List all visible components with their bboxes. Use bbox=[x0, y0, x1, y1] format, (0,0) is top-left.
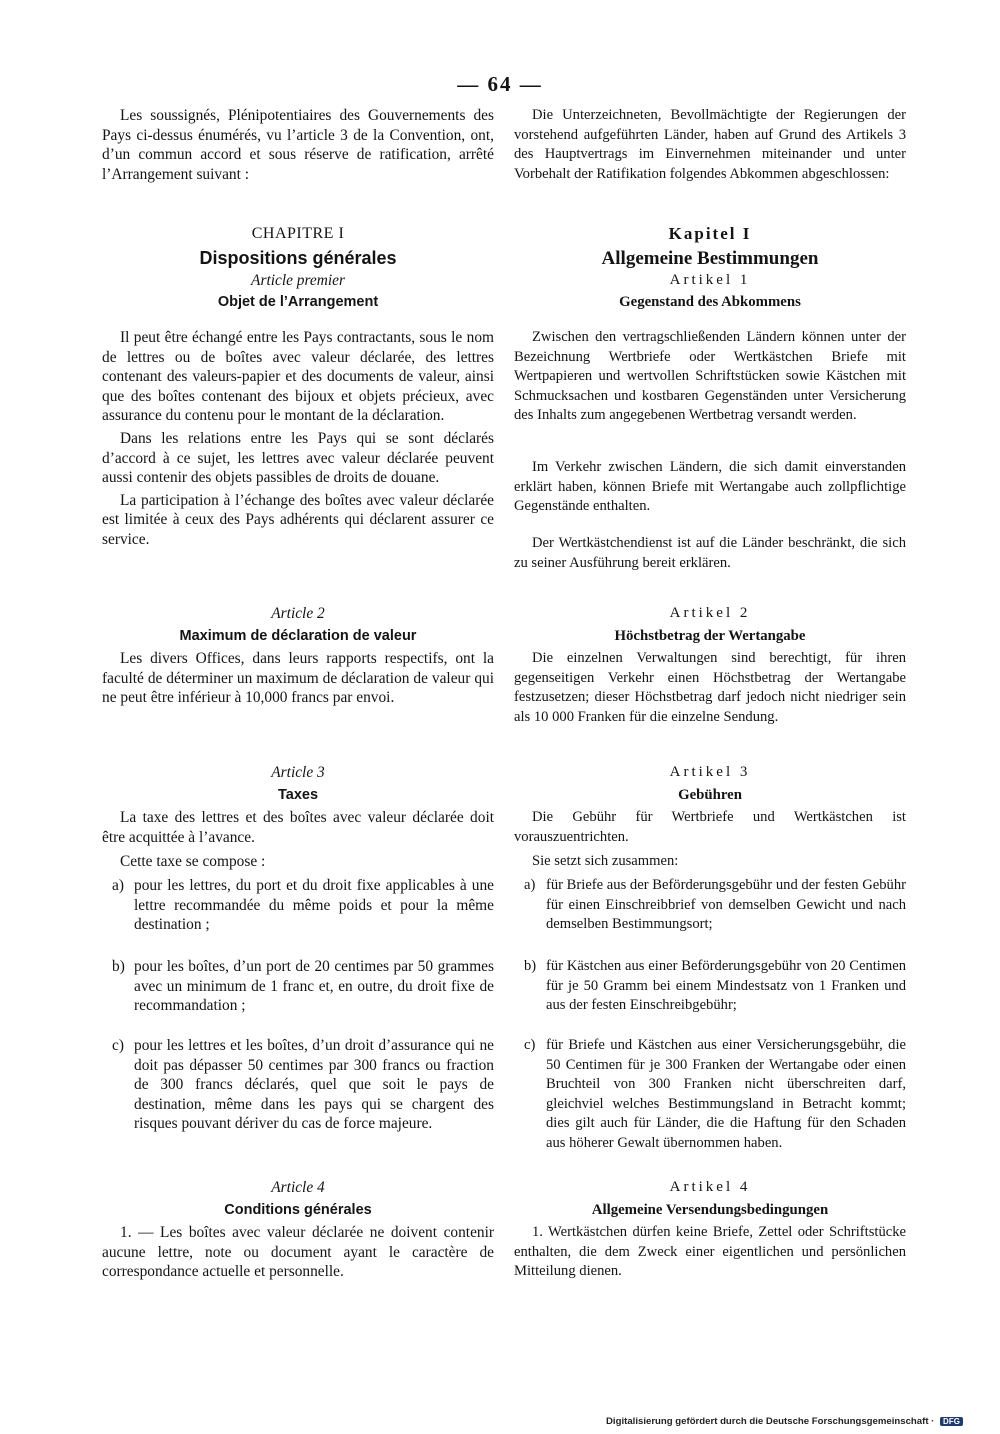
de-article-3-item-c bbox=[514, 1036, 906, 1154]
de-item-c-letter: c) bbox=[524, 1037, 536, 1053]
digitization-footer: Digitalisierung gefördert durch die Deutsche Forschungsgemeinschaft · DFG bbox=[606, 1416, 963, 1427]
de-item-b-letter: b) bbox=[524, 958, 537, 974]
fr-article-4-title: Conditions générales bbox=[224, 1201, 372, 1218]
de-chapter-title: Allgemeine Bestimmungen bbox=[601, 247, 819, 269]
fr-item-c-text: pour les lettres et les boîtes, d’un droit d’assurance qui ne doit pas dépasser 50 centimes par 300 francs ou fraction de 300 francs déclarés, quel que soit le pays de destination, même dans les pays qui se chargent des risques pouvant dériver du cas de force majeure. bbox=[134, 1037, 494, 1133]
de-article-4-label: Artikel 4 bbox=[669, 1179, 751, 1195]
de-chapter-number: Kapitel I bbox=[668, 224, 752, 243]
de-article-2-title: Höchstbetrag der Wertangabe bbox=[614, 627, 806, 644]
de-article-1-p2-block bbox=[514, 458, 906, 517]
de-article-1-title: Gegenstand des Abkommens bbox=[619, 293, 801, 310]
de-article-4-title: Allgemeine Versendungsbedingungen bbox=[591, 1201, 829, 1218]
fr-article-3-title: Taxes bbox=[277, 786, 319, 803]
fr-item-b-text: pour les boîtes, d’un port de 20 centimes par 50 grammes avec un minimum de 1 franc et, en outre, du droit fixe de recommandation ; bbox=[134, 958, 494, 1015]
fr-chapter-title: Dispositions générales bbox=[199, 247, 397, 268]
de-article-4 bbox=[514, 1178, 906, 1282]
fr-article-3-p2: Cette taxe se compose : bbox=[120, 853, 266, 871]
de-article-2-p1: Die einzelnen Verwaltungen sind berechtigt, für ihren gegenseitigen Verkehr einen Höchstbetrag der Wertangabe festzusetzen; dieser Höchstbetrag darf jedoch nicht niedriger sein als 10 000 Franken für die einzelne Sendung. bbox=[514, 650, 906, 725]
de-item-a-letter: a) bbox=[524, 877, 536, 893]
page-number: — 64 — bbox=[457, 72, 543, 96]
fr-article-2-title: Maximum de déclaration de valeur bbox=[179, 627, 417, 644]
de-article-3-label: Artikel 3 bbox=[669, 764, 751, 780]
fr-intro: Les soussignés, Plénipotentiaires des Gouvernements des Pays ci-dessus énumérés, vu l’article 3 de la Convention, ont, d’un commun accord et sous réserve de ratification, arrêté l’Arrangement suivant : bbox=[102, 107, 494, 183]
de-article-1-p2: Im Verkehr zwischen Ländern, die sich damit einverstanden erklärt haben, können Briefe mit Wertangabe auch zollpflichtige Gegenstände enthalten. bbox=[514, 459, 906, 515]
de-article-3 bbox=[514, 763, 906, 872]
de-article-2 bbox=[514, 604, 906, 728]
fr-article-2-p1: Les divers Offices, dans leurs rapports respectifs, ont la faculté de déterminer un maximum de déclaration de valeur qui ne peut être inférieur à 10,000 francs par envoi. bbox=[102, 650, 494, 707]
de-article-3-item-a bbox=[514, 876, 906, 935]
de-item-a-text: für Briefe aus der Beförderungsgebühr und der festen Gebühr für einen Einschreibbrief von demselben Gewicht und nach demselben Bestimmungsort; bbox=[546, 877, 906, 933]
fr-item-c-letter: c) bbox=[112, 1037, 124, 1054]
fr-item-b-letter: b) bbox=[112, 958, 125, 975]
fr-article-4 bbox=[102, 1178, 494, 1282]
de-article-3-title: Gebühren bbox=[678, 786, 742, 803]
de-item-b-text: für Kästchen aus einer Beförderungsgebühr von 20 Centimen für je 50 Gramm bei einem Mindestsatz von 1 Franken und aus der festen Einschreibgebühr; bbox=[546, 958, 906, 1014]
fr-article-1-p3: La participation à l’échange des boîtes avec valeur déclarée est limitée à ceux des Pays adhérents qui déclarent assurer ce service. bbox=[102, 491, 494, 548]
de-article-1-p3: Der Wertkästchendienst ist auf die Länder beschränkt, die sich zu seiner Ausführung bereit erklären. bbox=[514, 535, 906, 571]
fr-chapter-number: CHAPITRE I bbox=[251, 225, 345, 242]
de-article-1-p1: Zwischen den vertragschließenden Ländern können unter der Bezeichnung Wertbriefe oder Wertkästchen Briefe mit Wertpapieren und wertvollen Schriftstücken sowie Kästchen mit Schmucksachen und kostbaren Gegenständen unter Versicherung des Inhalts zum angegebenen Wertbetrag versandt werden. bbox=[514, 329, 906, 424]
de-article-3-p2: Sie setzt sich zusammen: bbox=[532, 853, 679, 870]
de-article-2-label: Artikel 2 bbox=[669, 605, 751, 621]
de-intro-block bbox=[514, 106, 906, 184]
fr-article-3-item-b bbox=[102, 957, 494, 1016]
fr-article-1-p2: Dans les relations entre les Pays qui se sont déclarés d’accord à ce sujet, les lettres avec valeur déclarée peuvent aussi contenir des objets passibles de droits de douane. bbox=[102, 429, 494, 487]
de-chapter-block bbox=[514, 224, 906, 312]
fr-article-2 bbox=[102, 604, 494, 708]
fr-article-1-p1: Il peut être échangé entre les Pays contractants, sous le nom de lettres ou de boîtes avec valeur déclarée, des lettres contenant des valeurs-papier et des documents de valeur, ainsi que des boîtes contenant des bijoux et objets précieux, avec assurance du contenu pour le montant de la déclaration. bbox=[102, 329, 494, 425]
de-intro: Die Unterzeichneten, Bevollmächtigte der Regierungen der vorstehend aufgeführten Länder, haben auf Grund des Artikels 3 des Hauptvertrags im Einvernehmen miteinander und unter Vorbehalt der Ratifikation folgendes Abkommen abgeschlossen: bbox=[514, 107, 906, 182]
fr-article-3-item-a bbox=[102, 876, 494, 935]
fr-article-3-p1: La taxe des lettres et des boîtes avec valeur déclarée doit être acquittée à l’avance. bbox=[102, 809, 494, 846]
fr-article-4-label: Article 4 bbox=[271, 1179, 325, 1196]
fr-article-1-body bbox=[102, 328, 494, 550]
fr-article-3-label: Article 3 bbox=[271, 764, 325, 781]
de-article-1-p3-block bbox=[514, 534, 906, 573]
de-article-3-item-b bbox=[514, 957, 906, 1016]
fr-intro-block bbox=[102, 106, 494, 184]
de-item-c-text: für Briefe und Kästchen aus einer Versicherungsgebühr, die 50 Centimen für je 300 Franken der Wertangabe oder einen Bruchteil von 300 Franken nicht überschreiten darf, gleichviel welches Bestimmungsland in Betracht kommt; dies gilt auch für Länder, die die Haftung für den Schaden aus höherer Gewalt übernommen haben. bbox=[546, 1037, 906, 1151]
fr-article-1-label: Article premier bbox=[251, 272, 345, 290]
dfg-logo: DFG bbox=[940, 1417, 963, 1426]
footer-text: Digitalisierung gefördert durch die Deutsche Forschungsgemeinschaft bbox=[606, 1416, 929, 1427]
fr-article-4-p1: 1. — Les boîtes avec valeur déclarée ne doivent contenir aucune lettre, note ou document ayant le caractère de correspondance actuelle et personnelle. bbox=[102, 1224, 494, 1281]
de-article-1-p1-block bbox=[514, 328, 906, 426]
fr-article-1-title: Objet de l’Arrangement bbox=[217, 293, 379, 310]
de-article-4-p1: 1. Wertkästchen dürfen keine Briefe, Zettel oder Schriftstücke enthalten, die dem Zweck einer eigentlichen und persönlichen Mitteilung dienen. bbox=[514, 1224, 906, 1280]
fr-item-a-text: pour les lettres, du port et du droit fixe applicables à une lettre recommandée du même poids et pour la même destination ; bbox=[134, 877, 494, 934]
de-article-1-label: Artikel 1 bbox=[669, 272, 751, 289]
fr-item-a-letter: a) bbox=[112, 877, 124, 894]
fr-article-3 bbox=[102, 763, 494, 872]
de-article-3-p1: Die Gebühr für Wertbriefe und Wertkästchen ist vorauszuentrichten. bbox=[514, 809, 906, 845]
fr-chapter-block bbox=[102, 224, 494, 312]
fr-article-3-item-c bbox=[102, 1036, 494, 1134]
fr-article-2-label: Article 2 bbox=[271, 605, 325, 622]
